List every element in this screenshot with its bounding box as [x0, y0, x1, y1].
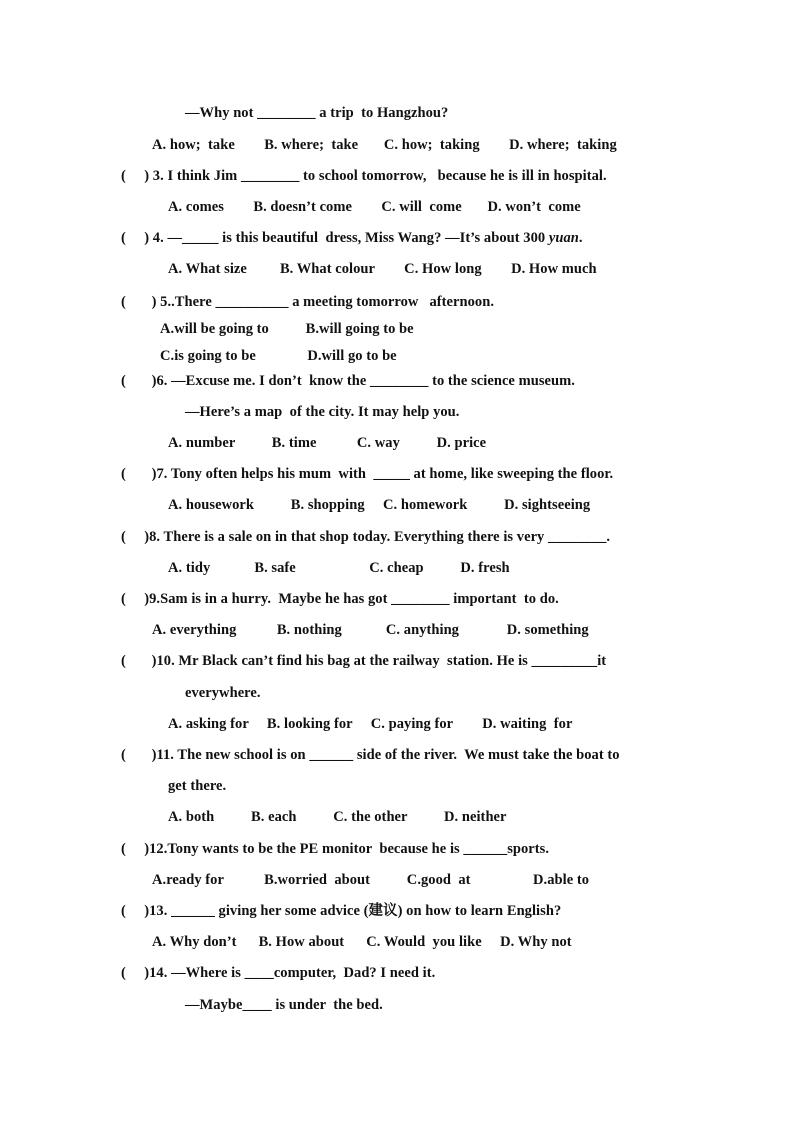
q6-response-line: —Here’s a map of the city. It may help you.: [185, 404, 460, 420]
q4-stem-italic: yuan: [548, 230, 579, 246]
q14-response-line: —Maybe____ is under the bed.: [185, 997, 383, 1013]
q3-stem: ( ) 3. I think Jim ________ to school tomorrow, because he is ill in hospital.: [121, 168, 607, 184]
q4-stem: [121, 229, 583, 247]
q14-stem: ( )14. —Where is ____computer, Dad? I need it.: [121, 965, 436, 981]
q2-options: A. how; take B. where; take C. how; taking D. where; taking: [152, 137, 617, 153]
q3-options: A. comes B. doesn’t come C. will come D. won’t come: [168, 199, 581, 215]
q9-stem: ( )9.Sam is in a hurry. Maybe he has got ________ important to do.: [121, 591, 559, 607]
q10-stem: ( )10. Mr Black can’t find his bag at the railway station. He is _________it: [121, 653, 607, 669]
q12-options: A.ready for B.worried about C.good at D.able to: [152, 872, 590, 888]
q10-stem-continued: everywhere.: [185, 685, 261, 701]
q7-stem: ( )7. Tony often helps his mum with _____ at home, like sweeping the floor.: [121, 466, 614, 482]
q4-stem-end: .: [578, 230, 583, 246]
q13-stem: ( )13. ______ giving her some advice (建议) on how to learn English?: [121, 903, 562, 919]
q5-stem: ( ) 5..There __________ a meeting tomorrow afternoon.: [121, 294, 495, 310]
q4-stem-text: ( ) 4. —_____ is this beautiful dress, Miss Wang? —It’s about 300: [121, 230, 549, 246]
q5-options-row2: C.is going to be D.will go to be: [160, 348, 397, 364]
q8-options: A. tidy B. safe C. cheap D. fresh: [168, 560, 510, 576]
q12-stem: ( )12.Tony wants to be the PE monitor because he is ______sports.: [121, 841, 550, 857]
q9-options: A. everything B. nothing C. anything D. something: [152, 622, 589, 638]
q8-stem: ( )8. There is a sale on in that shop today. Everything there is very ________.: [121, 529, 611, 545]
q13-options: A. Why don’t B. How about C. Would you like D. Why not: [152, 934, 572, 950]
q6-options: A. number B. time C. way D. price: [168, 435, 487, 451]
q11-options: A. both B. each C. the other D. neither: [168, 809, 507, 825]
q6-stem: ( )6. —Excuse me. I don’t know the ________ to the science museum.: [121, 373, 575, 389]
q2-response-line: —Why not ________ a trip to Hangzhou?: [185, 105, 449, 121]
q7-options: A. housework B. shopping C. homework D. sightseeing: [168, 497, 591, 513]
q11-stem: ( )11. The new school is on ______ side of the river. We must take the boat to: [121, 747, 620, 763]
q5-options-row1: A.will be going to B.will going to be: [160, 321, 414, 337]
q4-options: A. What size B. What colour C. How long D. How much: [168, 261, 597, 277]
q11-stem-continued: get there.: [168, 778, 227, 794]
q10-options: A. asking for B. looking for C. paying for D. waiting for: [168, 716, 573, 732]
